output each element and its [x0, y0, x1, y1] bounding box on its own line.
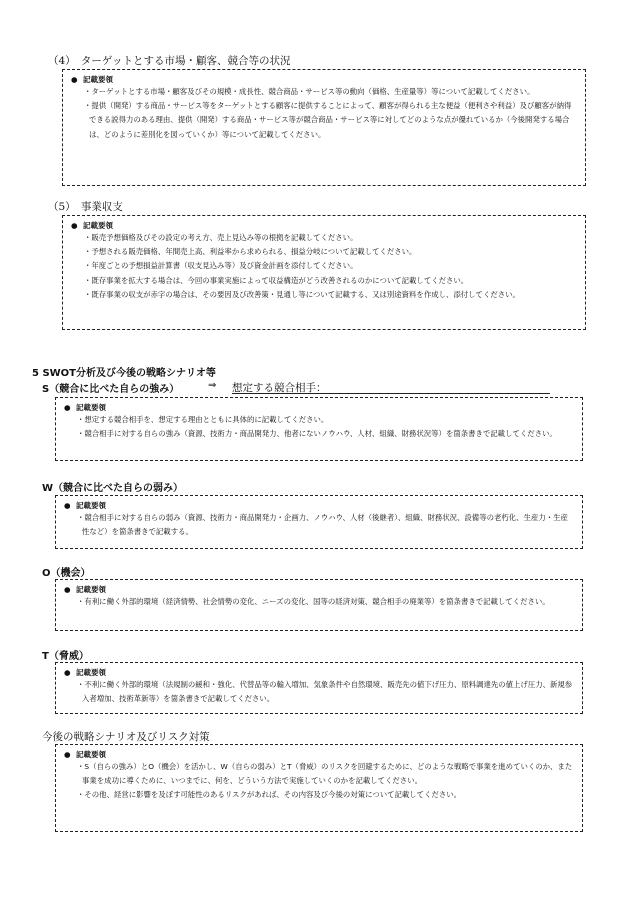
bullet-icon: ● [64, 668, 71, 677]
guideline-item: ・S（自らの強み）とO（機会）を活かし、W（自らの弱み）とT（脅威）のリスクを回避するために、どのような戦略で事業を進めていくのか、また事業を成功に導くために、いつまでに、何を、どういう方法で実施していくのかを記載してください。 [77, 762, 573, 786]
guideline-item: ・ターゲットとする市場・顧客及びその規模・成長性、競合商品・サービス等の動向（価格、生産量等）等について記載してください。 [84, 87, 535, 96]
strength-heading: S（競合に比べた自らの強み） [42, 384, 180, 395]
opportunity-heading: O（機会） [42, 568, 91, 579]
guideline-item: ・年度ごとの予想損益計算書（収支見込み等）及び資金計画を添付してください。 [84, 261, 358, 271]
weakness-guideline-box [55, 495, 583, 549]
guideline-item: ・有利に働く外部的環境（経済情勢、社会情勢の変化、ニーズの変化、国等の経済対策、競合相手の廃業等）を箇条書きで記載してください。 [77, 597, 550, 606]
strength-guideline-box [55, 397, 583, 461]
section-5-heading: （5） 事業収支 [48, 201, 123, 213]
bullet-icon: ● [71, 221, 78, 230]
bullet-icon: ● [64, 403, 71, 412]
guideline-title: ● 記載要領 [71, 75, 113, 84]
swot-heading: 5 SWOT分析及び今後の戦略シナリオ等 [32, 368, 216, 379]
guideline-item: ・不利に働く外部的環境（法規制の緩和・強化、代替品等の輸入増加、気象条件や自然環境、販売先の値下げ圧力、原料調達先の値上げ圧力、新規参入者増加、技術革新等）を箇条書きで記載してください。 [77, 680, 573, 704]
guideline-item: ・提供（開発）する商品・サービス等をターゲットとする顧客に提供することによって、顧客が得られる主な便益（便利さや利益）及び顧客が納得できる説得力のある理由、提供（開発）する商品・サービス等が競合商品・サービス等に対してどのような点が優れているか（今後開発する場合は、どのように差別化を図っていくか）等について記載してください。 [84, 101, 572, 139]
strategy-guideline-box [55, 744, 583, 832]
weakness-heading: W（競合に比べた自らの弱み） [42, 483, 184, 494]
bullet-icon: ● [64, 750, 71, 759]
guideline-title: ● 記載要領 [64, 403, 106, 412]
section-4-heading: （4） ターゲットとする市場・顧客、競合等の状況 [48, 55, 291, 67]
guideline-title: ● 記載要領 [64, 750, 106, 759]
guideline-item: ・既存事業の収支が赤字の場合は、その要因及び改善策・見通し等について記載する、又は別途資料を作成し、添付してください。 [84, 289, 520, 299]
guideline-item: ・競合相手に対する自らの強み（資源、技術力・商品開発力、他者にないノウハウ、人材、組織、財務状況等）を箇条書きで記載してください。 [77, 429, 557, 439]
competitor-underline [232, 393, 550, 394]
threat-guideline-box [55, 662, 583, 714]
guideline-item: ・既存事業を拡大する場合は、今回の事業実施によって収益構造がどう改善されるのかについて記載してください。 [84, 275, 469, 285]
threat-heading: T（脅威） [42, 651, 89, 662]
bullet-icon: ● [64, 501, 71, 510]
arrow-icon: ⇒ [208, 380, 217, 391]
guideline-item: ・予想される販売価格、年間売上高、利益率から求められる、損益分岐について記載してください。 [84, 247, 417, 257]
guideline-title: ● 記載要領 [64, 501, 106, 510]
guideline-item: ・販売予想価格及びその設定の考え方、売上見込み等の根拠を記載してください。 [84, 233, 358, 242]
bullet-icon: ● [64, 585, 71, 594]
guideline-item: ・想定する競合相手を、想定する理由とともに具体的に記載してください。 [77, 415, 329, 424]
strategy-heading: 今後の戦略シナリオ及びリスク対策 [42, 731, 210, 743]
guideline-item: ・その他、経営に影響を及ぼす可能性のあるリスクがあれば、その内容及び今後の対策について記載してください。 [77, 790, 462, 800]
guideline-title: ● 記載要領 [64, 585, 106, 594]
opportunity-guideline-box [55, 579, 583, 631]
competitor-label: 想定する競合相手： [232, 382, 327, 394]
guideline-title: ● 記載要領 [71, 221, 113, 230]
guideline-item: ・競合相手に対する自らの弱み（資源、技術力・商品開発力・企画力、ノウハウ、人材（後継者）、組織、財務状況、設備等の老朽化、生産力・生産性など）を箇条書きで記載する。 [77, 513, 568, 537]
guideline-title: ● 記載要領 [64, 668, 106, 677]
section-5-guideline-box [62, 215, 586, 330]
bullet-icon: ● [71, 75, 78, 84]
section-4-guideline-box [62, 69, 586, 186]
